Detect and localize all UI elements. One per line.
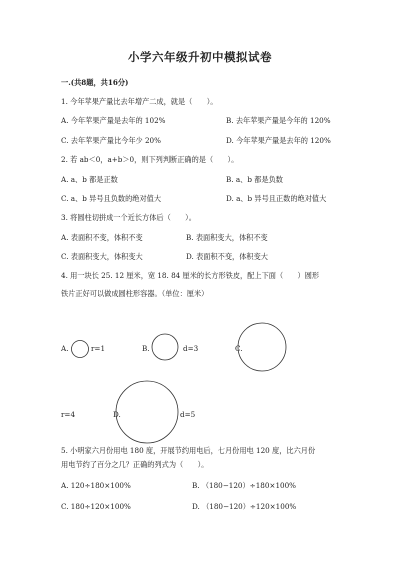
question-1-option-c: C. 去年苹果产量比今年少 20% <box>61 136 161 145</box>
question-5-stem-line2: 用电节约了百分之几？正确的列式为（ ）。 <box>61 460 209 469</box>
question-3-option-b: B. 表面积变大，体积不变 <box>186 233 268 242</box>
question-5-option-b: B. （180−120）÷180×100% <box>192 481 296 490</box>
question-2-option-b: B. a、b 都是负数 <box>226 175 283 184</box>
question-2-stem: 2. 若 ab＜0，a+b＞0，则下列判断正确的是（ ）。 <box>61 155 239 164</box>
question-2-option-d: D. a、b 异号且正数的绝对值大 <box>226 194 327 203</box>
question-4-stem-line2: 铁片正好可以做成圆柱形容器。（单位：厘米） <box>61 289 209 298</box>
figure-dim-a: r=1 <box>91 344 106 353</box>
question-4-stem-line1: 4. 用一块长 25. 12 厘米，宽 18. 84 厘米的长方形铁皮，配上下面（ ）圆形 <box>61 271 320 280</box>
question-1-stem: 1. 今年苹果产量比去年增产二成，就是（ ）。 <box>61 97 218 106</box>
question-5-stem-line1: 5. 小明家六月份用电 180 度，开展节约用电后，七月份用电 120 度，比六月份 <box>61 446 316 455</box>
question-2-option-a: A. a、b 都是正数 <box>61 175 118 184</box>
circle-option-d <box>116 381 178 443</box>
question-5-option-a: A. 120÷180×100% <box>61 481 131 490</box>
question-3-option-d: D. 表面积不变，体积变大 <box>186 252 268 261</box>
figure-dim-d-left: r=4 <box>61 410 76 419</box>
figure-dim-b: d=3 <box>183 344 199 353</box>
figure-label-d: D. <box>113 410 121 419</box>
figure-label-a: A. <box>61 344 69 353</box>
question-3-option-c: C. 表面积变大，体积变大 <box>61 252 143 261</box>
question-3-stem: 3. 将圆柱切拼成一个近长方体后（ ）。 <box>61 213 196 222</box>
question-1-option-b: B. 去年苹果产量是今年的 120% <box>226 116 331 125</box>
page-title: 小学六年级升初中模拟试卷 <box>128 50 272 64</box>
figure-label-b: B. <box>142 344 150 353</box>
circle-option-a <box>72 341 89 358</box>
question-1-option-d: D. 今年苹果产量是去年的 120% <box>226 136 331 145</box>
figure-label-c: C. <box>235 344 243 353</box>
question-1-option-a: A. 今年苹果产量是去年的 102% <box>61 116 166 125</box>
section-header: 一.(共8题，共16分) <box>61 78 129 87</box>
question-5-option-c: C. 180÷120×100% <box>61 502 131 511</box>
circle-option-b <box>152 334 178 360</box>
circle-option-c <box>238 323 286 371</box>
question-2-option-c: C. a、b 异号且负数的绝对值大 <box>61 194 162 203</box>
question-3-option-a: A. 表面积不变，体积不变 <box>61 233 143 242</box>
question-5-option-d: D. （180−120）÷120×100% <box>192 502 297 511</box>
figure-dim-d: d=5 <box>180 410 196 419</box>
